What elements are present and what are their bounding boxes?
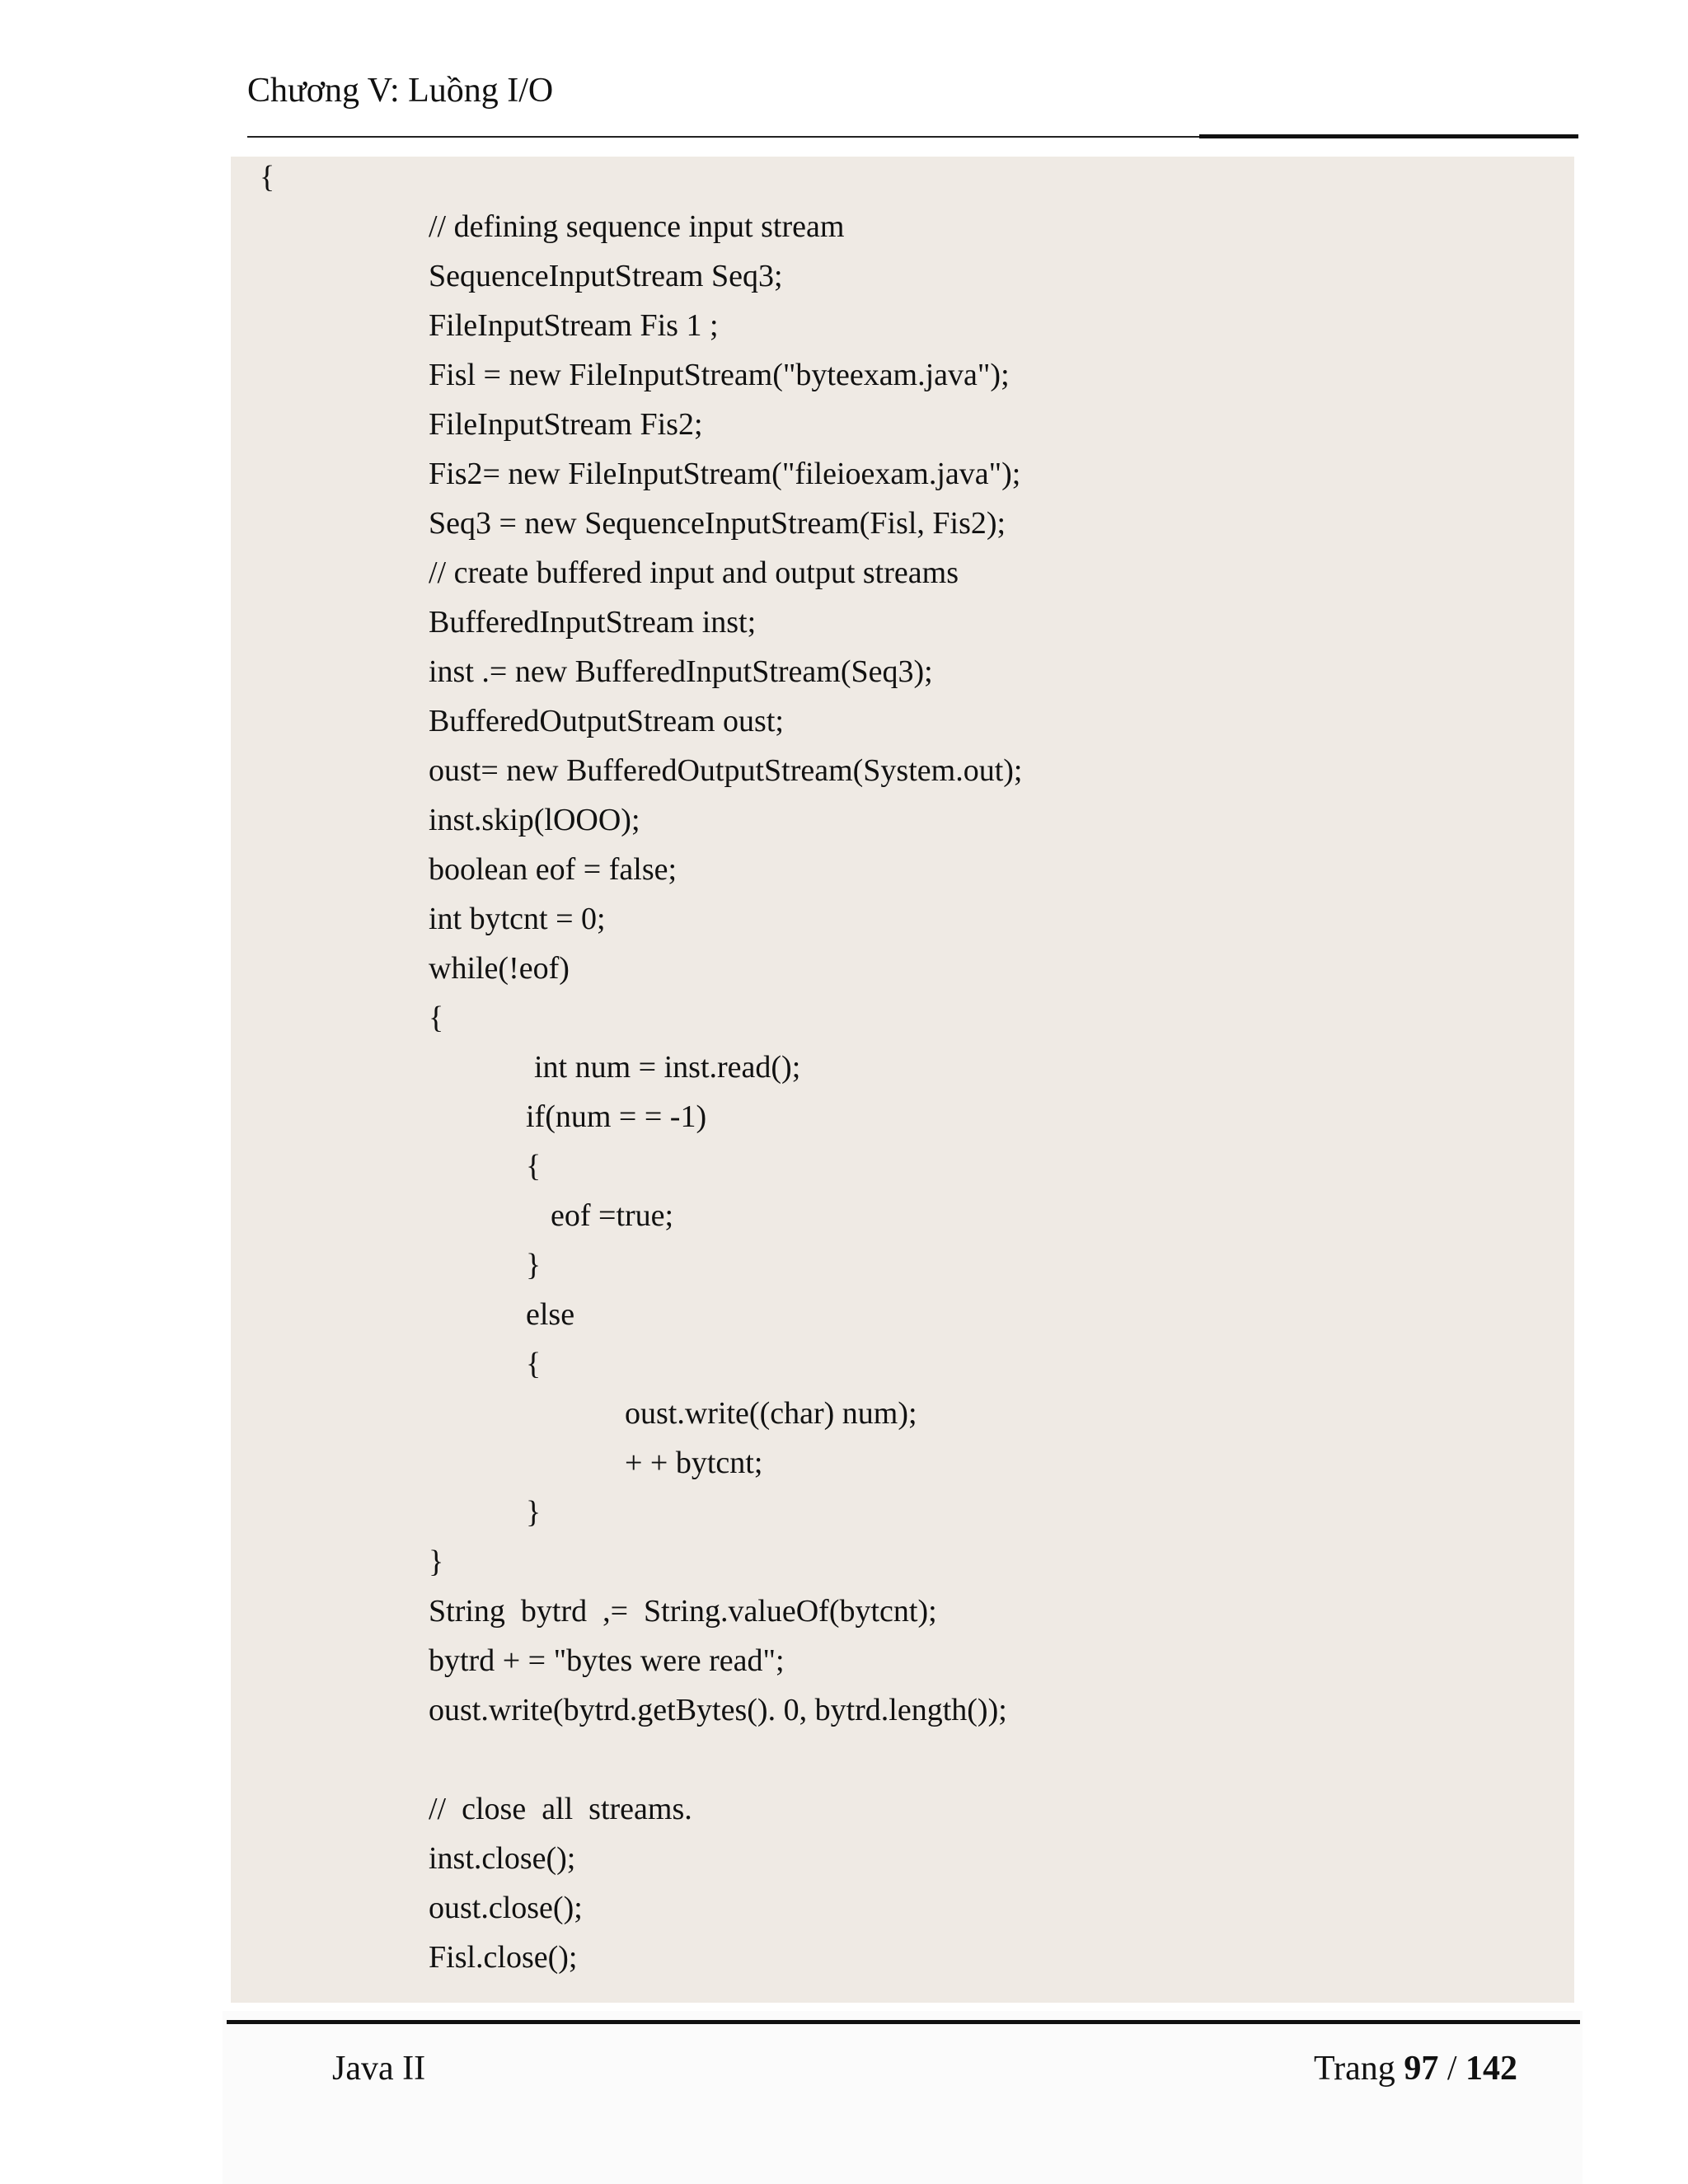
footer-area <box>223 2011 1582 2184</box>
code-line: oust.write((char) num); <box>625 1396 917 1431</box>
code-line: int bytcnt = 0; <box>429 902 606 936</box>
code-line: { <box>260 160 275 194</box>
code-line: else <box>526 1297 575 1332</box>
code-line: { <box>526 1149 542 1183</box>
code-line: SequenceInputStream Seq3; <box>429 259 783 293</box>
code-line: BufferedInputStream inst; <box>429 605 757 640</box>
code-line: BufferedOutputStream oust; <box>429 704 784 738</box>
code-line: Fisl.close(); <box>429 1940 578 1975</box>
code-line: inst.skip(lOOO); <box>429 803 640 837</box>
code-line: FileInputStream Fis2; <box>429 407 703 442</box>
code-line: eof =true; <box>551 1198 674 1233</box>
code-line: Fisl = new FileInputStream("byteexam.java"); <box>429 358 1010 392</box>
footer-course-title: Java II <box>332 2050 426 2088</box>
header-divider-accent <box>1199 134 1578 138</box>
code-line: oust.close(); <box>429 1891 583 1925</box>
code-line: oust.write(bytrd.getBytes(). 0, bytrd.length()); <box>429 1693 1007 1727</box>
code-line: String bytrd ,= String.valueOf(bytcnt); <box>429 1594 937 1629</box>
code-line: { <box>526 1347 542 1381</box>
code-line: } <box>429 1544 444 1579</box>
code-line: // close all streams. <box>429 1792 692 1826</box>
code-block <box>231 157 1574 2003</box>
code-line: boolean eof = false; <box>429 852 678 887</box>
page-header-title: Chương V: Luồng I/O <box>247 72 554 110</box>
code-line: + + bytcnt; <box>625 1446 763 1480</box>
page-separator: / <box>1447 2050 1457 2088</box>
code-line: while(!eof) <box>429 951 570 986</box>
total-pages-number: 142 <box>1465 2050 1517 2088</box>
code-line: inst.close(); <box>429 1841 576 1876</box>
code-line: // defining sequence input stream <box>429 209 845 244</box>
code-line: Fis2= new FileInputStream("fileioexam.java"); <box>429 457 1021 491</box>
page-label: Trang <box>1314 2050 1395 2088</box>
code-line: oust= new BufferedOutputStream(System.out); <box>429 753 1023 788</box>
code-line: // create buffered input and output streams <box>429 555 959 590</box>
code-line: Seq3 = new SequenceInputStream(Fisl, Fis2); <box>429 506 1006 541</box>
header-divider <box>247 136 1203 138</box>
code-line: if(num = = -1) <box>526 1099 707 1134</box>
code-line: { <box>429 1001 444 1035</box>
code-line: inst .= new BufferedInputStream(Seq3); <box>429 654 933 689</box>
code-line: int num = inst.read(); <box>534 1050 801 1085</box>
code-line: FileInputStream Fis 1 ; <box>429 308 719 343</box>
code-line: bytrd + = "bytes were read"; <box>429 1643 785 1678</box>
code-line: } <box>526 1248 542 1282</box>
code-line: } <box>526 1495 542 1530</box>
current-page-number: 97 <box>1404 2050 1439 2088</box>
footer-divider <box>227 2020 1580 2024</box>
page-number <box>1314 2044 1528 2093</box>
